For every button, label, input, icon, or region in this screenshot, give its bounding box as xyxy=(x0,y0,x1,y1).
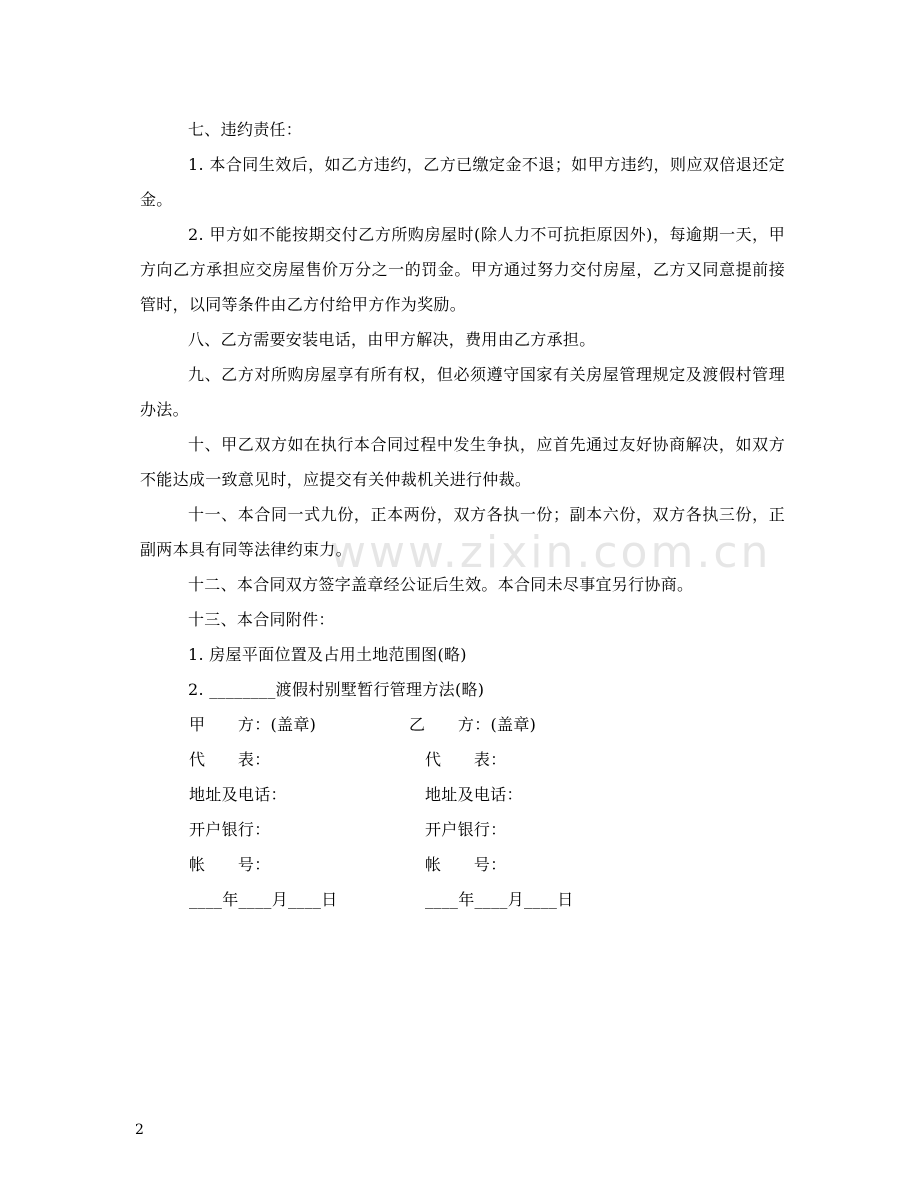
section-11: 十一、本合同一式九份，正本两份，双方各执一份；副本六份，双方各执三份，正副两本具有同等法律约束力。 xyxy=(140,505,785,559)
party-b-representative: 代 表： xyxy=(425,750,507,769)
party-a-bank: 开户银行： xyxy=(189,820,271,839)
section-8: 八、乙方需要安装电话，由甲方解决，费用由乙方承担。 xyxy=(188,330,596,349)
party-b-label: 乙 方：(盖章) xyxy=(409,715,537,734)
section-9: 九、乙方对所购房屋享有所有权，但必须遵守国家有关房屋管理规定及渡假村管理办法。 xyxy=(140,365,785,419)
party-a-label: 甲 方：(盖章) xyxy=(189,715,317,734)
section-7-clause-1: 1. 本合同生效后，如乙方违约，乙方已缴定金不退；如甲方违约，则应双倍退还定金。 xyxy=(140,155,785,209)
section-7-heading: 七、违约责任： xyxy=(188,120,303,139)
section-13-heading: 十三、本合同附件： xyxy=(188,610,335,629)
party-b-date: ____年____月____日 xyxy=(425,890,574,909)
section-10: 十、甲乙双方如在执行本合同过程中发生争执，应首先通过友好协商解决，如双方不能达成一致意见时，应提交有关仲裁机关进行仲裁。 xyxy=(140,435,785,489)
party-a-account: 帐 号： xyxy=(189,855,271,874)
party-a-address-phone: 地址及电话： xyxy=(189,785,287,804)
contract-body xyxy=(140,112,785,707)
watermark: www.zixin.com.cn xyxy=(330,527,772,578)
party-b-bank: 开户银行： xyxy=(425,820,507,839)
attachment-1: 1. 房屋平面位置及占用土地范围图(略) xyxy=(188,645,467,664)
party-b-account: 帐 号： xyxy=(425,855,507,874)
party-a-representative: 代 表： xyxy=(189,750,271,769)
section-12: 十二、本合同双方签字盖章经公证后生效。本合同未尽事宜另行协商。 xyxy=(188,575,694,594)
section-7-clause-2: 2. 甲方如不能按期交付乙方所购房屋时(除人力不可抗拒原因外)，每逾期一天，甲方向乙方承担应交房屋售价万分之一的罚金。甲方通过努力交付房屋，乙方又同意提前接管时，以同等条件由乙方付给甲方作为奖励。 xyxy=(140,225,785,314)
party-a-date: ____年____月____日 xyxy=(189,890,338,909)
page-number: 2 xyxy=(135,1122,144,1138)
attachment-2: 2. ________渡假村别墅暂行管理方法(略) xyxy=(188,680,485,699)
party-b-address-phone: 地址及电话： xyxy=(425,785,523,804)
